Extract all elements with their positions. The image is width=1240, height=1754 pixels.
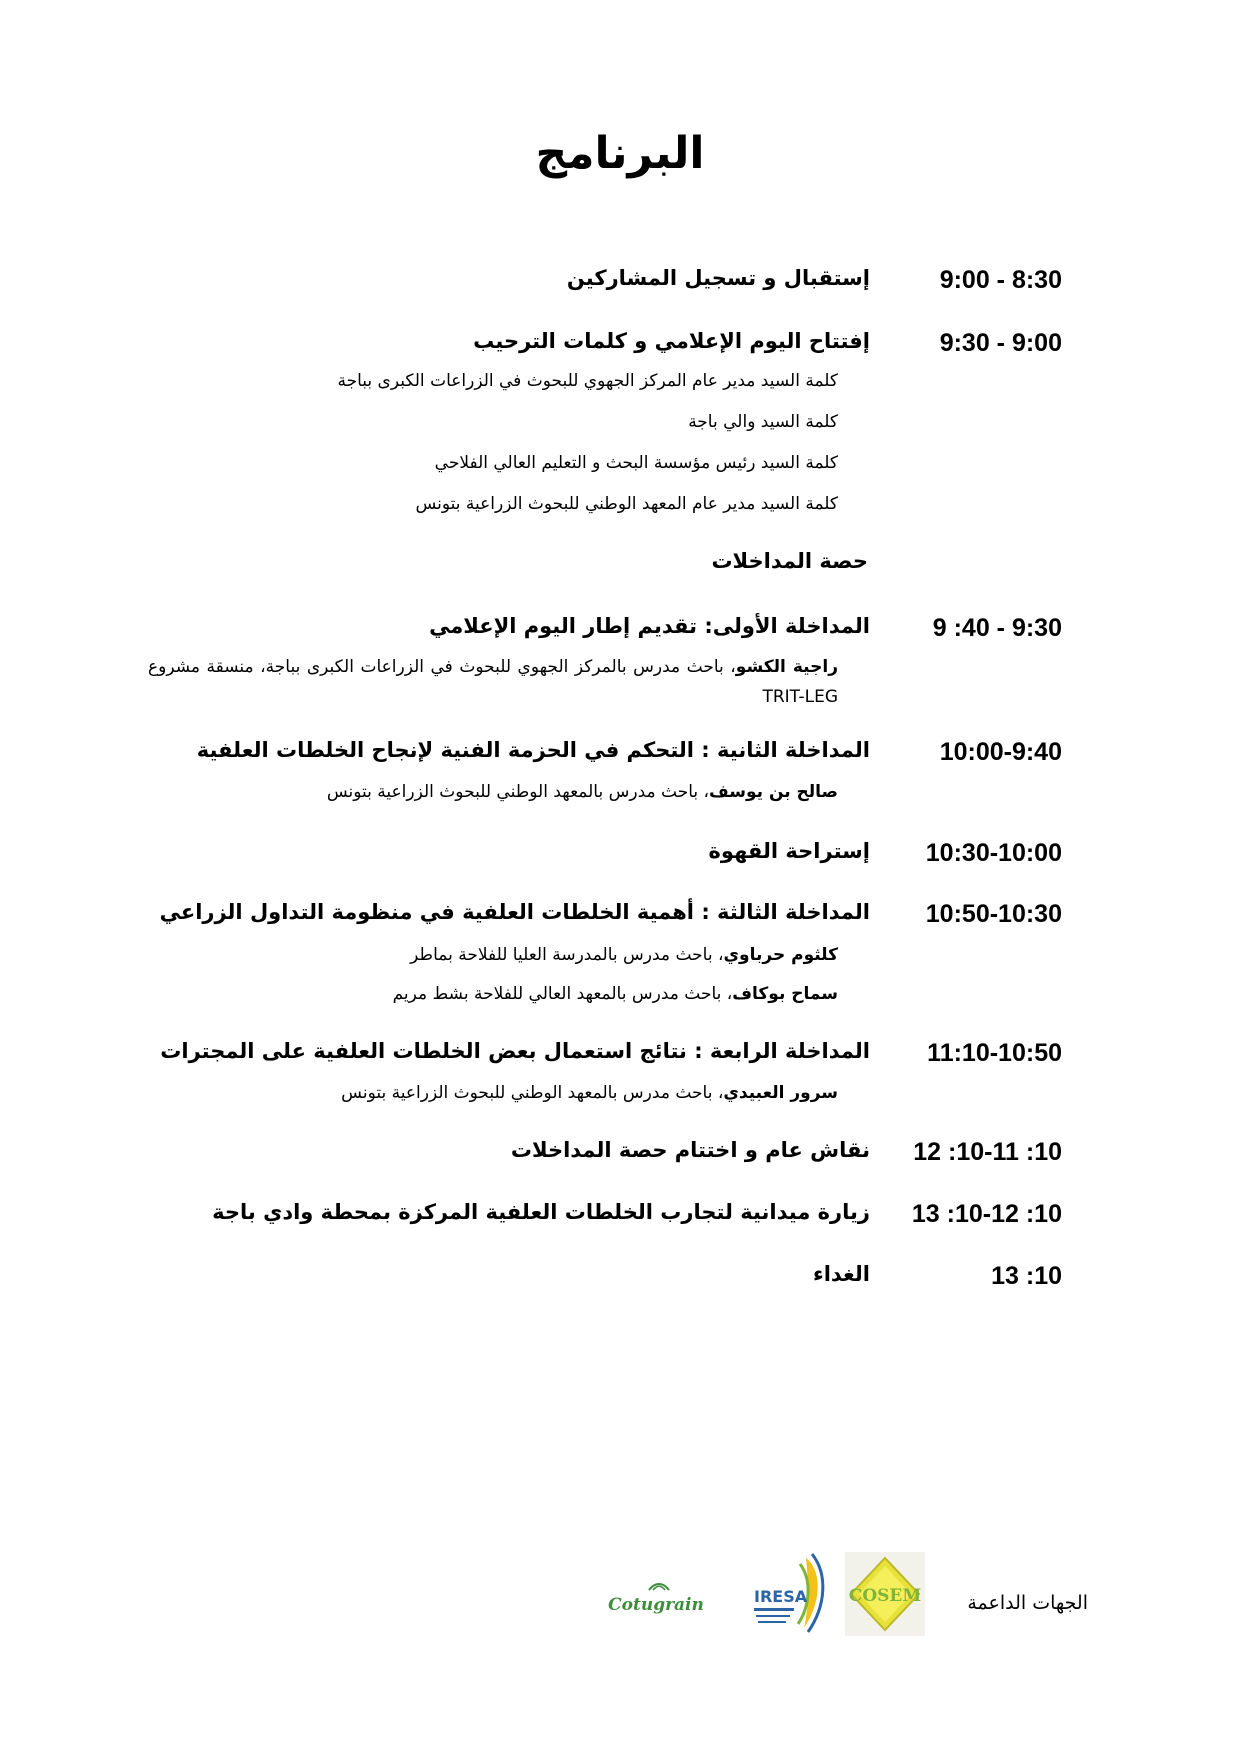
discussion-title: نقاش عام و اختتام حصة المداخلات — [510, 1138, 870, 1162]
talk4-speaker — [341, 1083, 838, 1103]
opening-title: إفتتاح اليوم الإعلامي و كلمات الترحيب — [473, 329, 870, 353]
opening-speech-1: كلمة السيد مدير عام المركز الجهوي للبحوث في الزراعات الكبرى بباجة — [337, 371, 838, 391]
discussion-time: 12 :10-11 :10 — [913, 1138, 1062, 1166]
talk2-time: 10:00-9:40 — [939, 738, 1062, 766]
talk2-title: المداخلة الثانية : التحكم في الحزمة الفنية لإنجاح الخلطات العلفية — [196, 738, 870, 762]
talk3-speaker-2 — [393, 984, 838, 1004]
talk1-speaker-desc: ، باحث مدرس بالمركز الجهوي للبحوث في الزراعات الكبرى بباجة، منسقة مشروع TRIT-LEG — [148, 657, 838, 707]
talk1-title: المداخلة الأولى: تقديم إطار اليوم الإعلامي — [429, 614, 870, 638]
opening-speech-4: كلمة السيد مدير عام المعهد الوطني للبحوث الزراعية بتونس — [415, 494, 838, 514]
lunch-time: 13 :10 — [991, 1262, 1062, 1290]
talk1-speaker-name: راجية الكشو — [735, 657, 838, 677]
visit-time: 13 :10-12 :10 — [911, 1200, 1062, 1228]
talk3-title: المداخلة الثالثة : أهمية الخلطات العلفية في منظومة التداول الزراعي — [159, 900, 870, 924]
opening-speech-2: كلمة السيد والي باجة — [688, 412, 838, 432]
talk3-speaker-1-name: كلثوم حرباوي — [723, 945, 838, 965]
talk3-speaker-2-desc: ، باحث مدرس بالمعهد العالي للفلاحة بشط مريم — [392, 984, 733, 1004]
cotugrain-logo-text: Cotugrain — [608, 1595, 704, 1615]
talk2-speaker-desc: ، باحث مدرس بالمعهد الوطني للبحوث الزراعية بتونس — [326, 782, 710, 802]
visit-title: زيارة ميدانية لتجارب الخلطات العلفية المركزة بمحطة وادي باجة — [212, 1200, 870, 1224]
cosem-logo-graphic — [845, 1552, 925, 1636]
talk4-speaker-name: سرور العبيدي — [723, 1083, 838, 1103]
cosem-logo — [845, 1552, 925, 1636]
opening-speech-3: كلمة السيد رئيس مؤسسة البحث و التعليم العالي الفلاحي — [434, 453, 838, 473]
iresa-logo-text: IRESA — [754, 1587, 808, 1606]
registration-time: 9:00 - 8:30 — [939, 266, 1062, 294]
talk1-speaker — [148, 652, 838, 712]
talk1-time: 9 :40 - 9:30 — [932, 614, 1062, 642]
sponsors-label: الجهات الداعمة — [967, 1592, 1088, 1614]
cotugrain-logo-graphic — [605, 1580, 707, 1620]
talk4-time: 11:10-10:50 — [927, 1039, 1062, 1067]
opening-time: 9:30 - 9:00 — [939, 329, 1062, 357]
talk4-title: المداخلة الرابعة : نتائج استعمال بعض الخلطات العلفية على المجترات — [160, 1039, 870, 1063]
iresa-logo-graphic — [748, 1550, 836, 1638]
lunch-title: الغداء — [812, 1262, 870, 1286]
coffee-time: 10:30-10:00 — [925, 839, 1062, 867]
session-heading: حصة المداخلات — [711, 549, 868, 573]
talk4-speaker-desc: ، باحث مدرس بالمعهد الوطني للبحوث الزراعية بتونس — [341, 1083, 724, 1103]
talk2-speaker — [327, 782, 838, 802]
page-title: البرنامج — [535, 128, 705, 179]
talk3-time: 10:50-10:30 — [925, 900, 1062, 928]
talk3-speaker-1-desc: ، باحث مدرس بالمدرسة العليا للفلاحة بماطر — [410, 945, 724, 965]
iresa-logo — [748, 1550, 836, 1638]
talk3-speaker-2-name: سماح بوكاف — [732, 984, 838, 1004]
talk3-speaker-1 — [410, 945, 838, 965]
coffee-title: إستراحة القهوة — [708, 839, 870, 863]
talk2-speaker-name: صالح بن يوسف — [709, 782, 838, 802]
cosem-logo-text: COSEM — [848, 1586, 922, 1606]
cotugrain-logo — [605, 1580, 707, 1620]
registration-title: إستقبال و تسجيل المشاركين — [566, 266, 870, 290]
